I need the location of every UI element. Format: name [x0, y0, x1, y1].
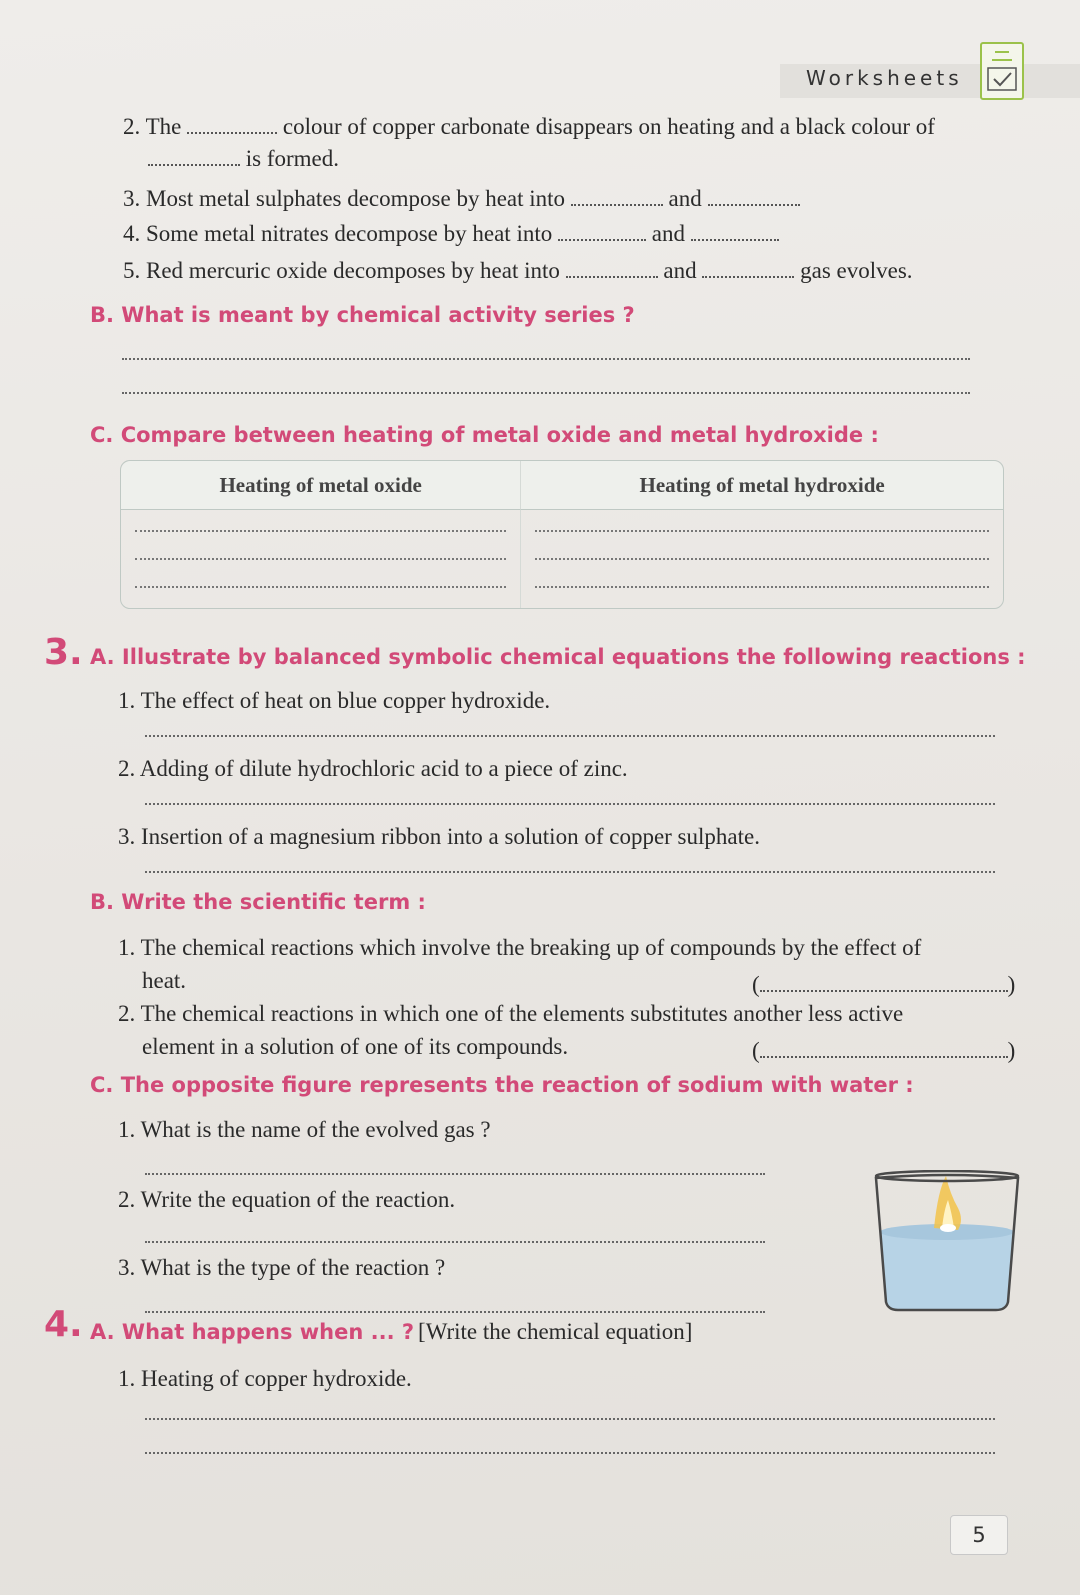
- section3-question-A: A. Illustrate by balanced symbolic chemical equations the following reactions :: [90, 645, 1026, 669]
- section3-question-B: B. Write the scientific term :: [90, 890, 426, 914]
- table-cell[interactable]: [121, 566, 521, 594]
- table-cell[interactable]: [521, 566, 1003, 594]
- section3-A-item-2: 2. Adding of dilute hydrochloric acid to a piece of zinc.: [118, 756, 628, 781]
- section4-A-item-1: 1. Heating of copper hydroxide.: [118, 1366, 412, 1391]
- section3-A-item-1: 1. The effect of heat on blue copper hydroxide.: [118, 688, 551, 713]
- question-2-line2: is formed.: [148, 144, 339, 174]
- section3-B-item-2-line1: 2. The chemical reactions in which one of the elements substitutes another less active: [118, 1001, 904, 1026]
- page-number: 5: [950, 1515, 1008, 1555]
- comparison-table: [120, 460, 1004, 609]
- answer-line[interactable]: [145, 1418, 995, 1420]
- table-cell[interactable]: [521, 510, 1003, 538]
- section-4-number: 4.: [44, 1304, 83, 1345]
- answer-line[interactable]: [145, 735, 995, 737]
- section3-question-C: C. The opposite figure represents the reaction of sodium with water :: [90, 1073, 914, 1097]
- answer-line[interactable]: [145, 1452, 995, 1454]
- header-title: Worksheets: [806, 66, 963, 90]
- section3-B-item-1-line2: heat.: [142, 968, 187, 993]
- section2-question-C: C. Compare between heating of metal oxide and metal hydroxide :: [90, 423, 879, 447]
- table-cell[interactable]: [121, 510, 521, 538]
- section4-question-A: A. What happens when ... ? [Write the chemical equation]: [90, 1319, 693, 1344]
- table-cell[interactable]: [121, 538, 521, 566]
- section3-C-item-3: 3. What is the type of the reaction ?: [118, 1255, 446, 1280]
- section-3-number: 3.: [44, 632, 83, 673]
- section3-A-item-3: 3. Insertion of a magnesium ribbon into a solution of copper sulphate.: [118, 824, 760, 849]
- answer-line[interactable]: [145, 1241, 765, 1243]
- section3-B-item-2-line2: element in a solution of one of its compounds.: [142, 1034, 569, 1059]
- answer-line[interactable]: [145, 871, 995, 873]
- section3-C-item-2: 2. Write the equation of the reaction.: [118, 1187, 456, 1212]
- question-2-line1: 2. The colour of copper carbonate disappears on heating and a black colour of: [123, 114, 935, 139]
- question-4: 4. Some metal nitrates decompose by heat into and: [123, 219, 779, 249]
- answer-line[interactable]: [145, 1311, 765, 1313]
- answer-line[interactable]: [145, 803, 995, 805]
- section2-question-B: B. What is meant by chemical activity series ?: [90, 303, 635, 327]
- section3-B-item-1-line1: 1. The chemical reactions which involve the breaking up of compounds by the effect of: [118, 935, 922, 960]
- answer-line[interactable]: [122, 392, 970, 394]
- question-3: 3. Most metal sulphates decompose by heat into and: [123, 184, 800, 214]
- table-header-metal-hydroxide: Heating of metal hydroxide: [521, 461, 1003, 510]
- table-header-metal-oxide: Heating of metal oxide: [121, 461, 521, 510]
- table-cell[interactable]: [521, 538, 1003, 566]
- question-5: 5. Red mercuric oxide decomposes by heat into and gas evolves.: [123, 258, 913, 283]
- term-answer-2[interactable]: ( ): [752, 1038, 1016, 1063]
- answer-line[interactable]: [145, 1173, 765, 1175]
- term-answer-1[interactable]: ( ): [752, 972, 1016, 997]
- worksheet-check-icon: [980, 42, 1024, 100]
- sodium-water-beaker-figure: [872, 1170, 1022, 1315]
- section3-C-item-1: 1. What is the name of the evolved gas ?: [118, 1117, 491, 1142]
- answer-line[interactable]: [122, 358, 970, 360]
